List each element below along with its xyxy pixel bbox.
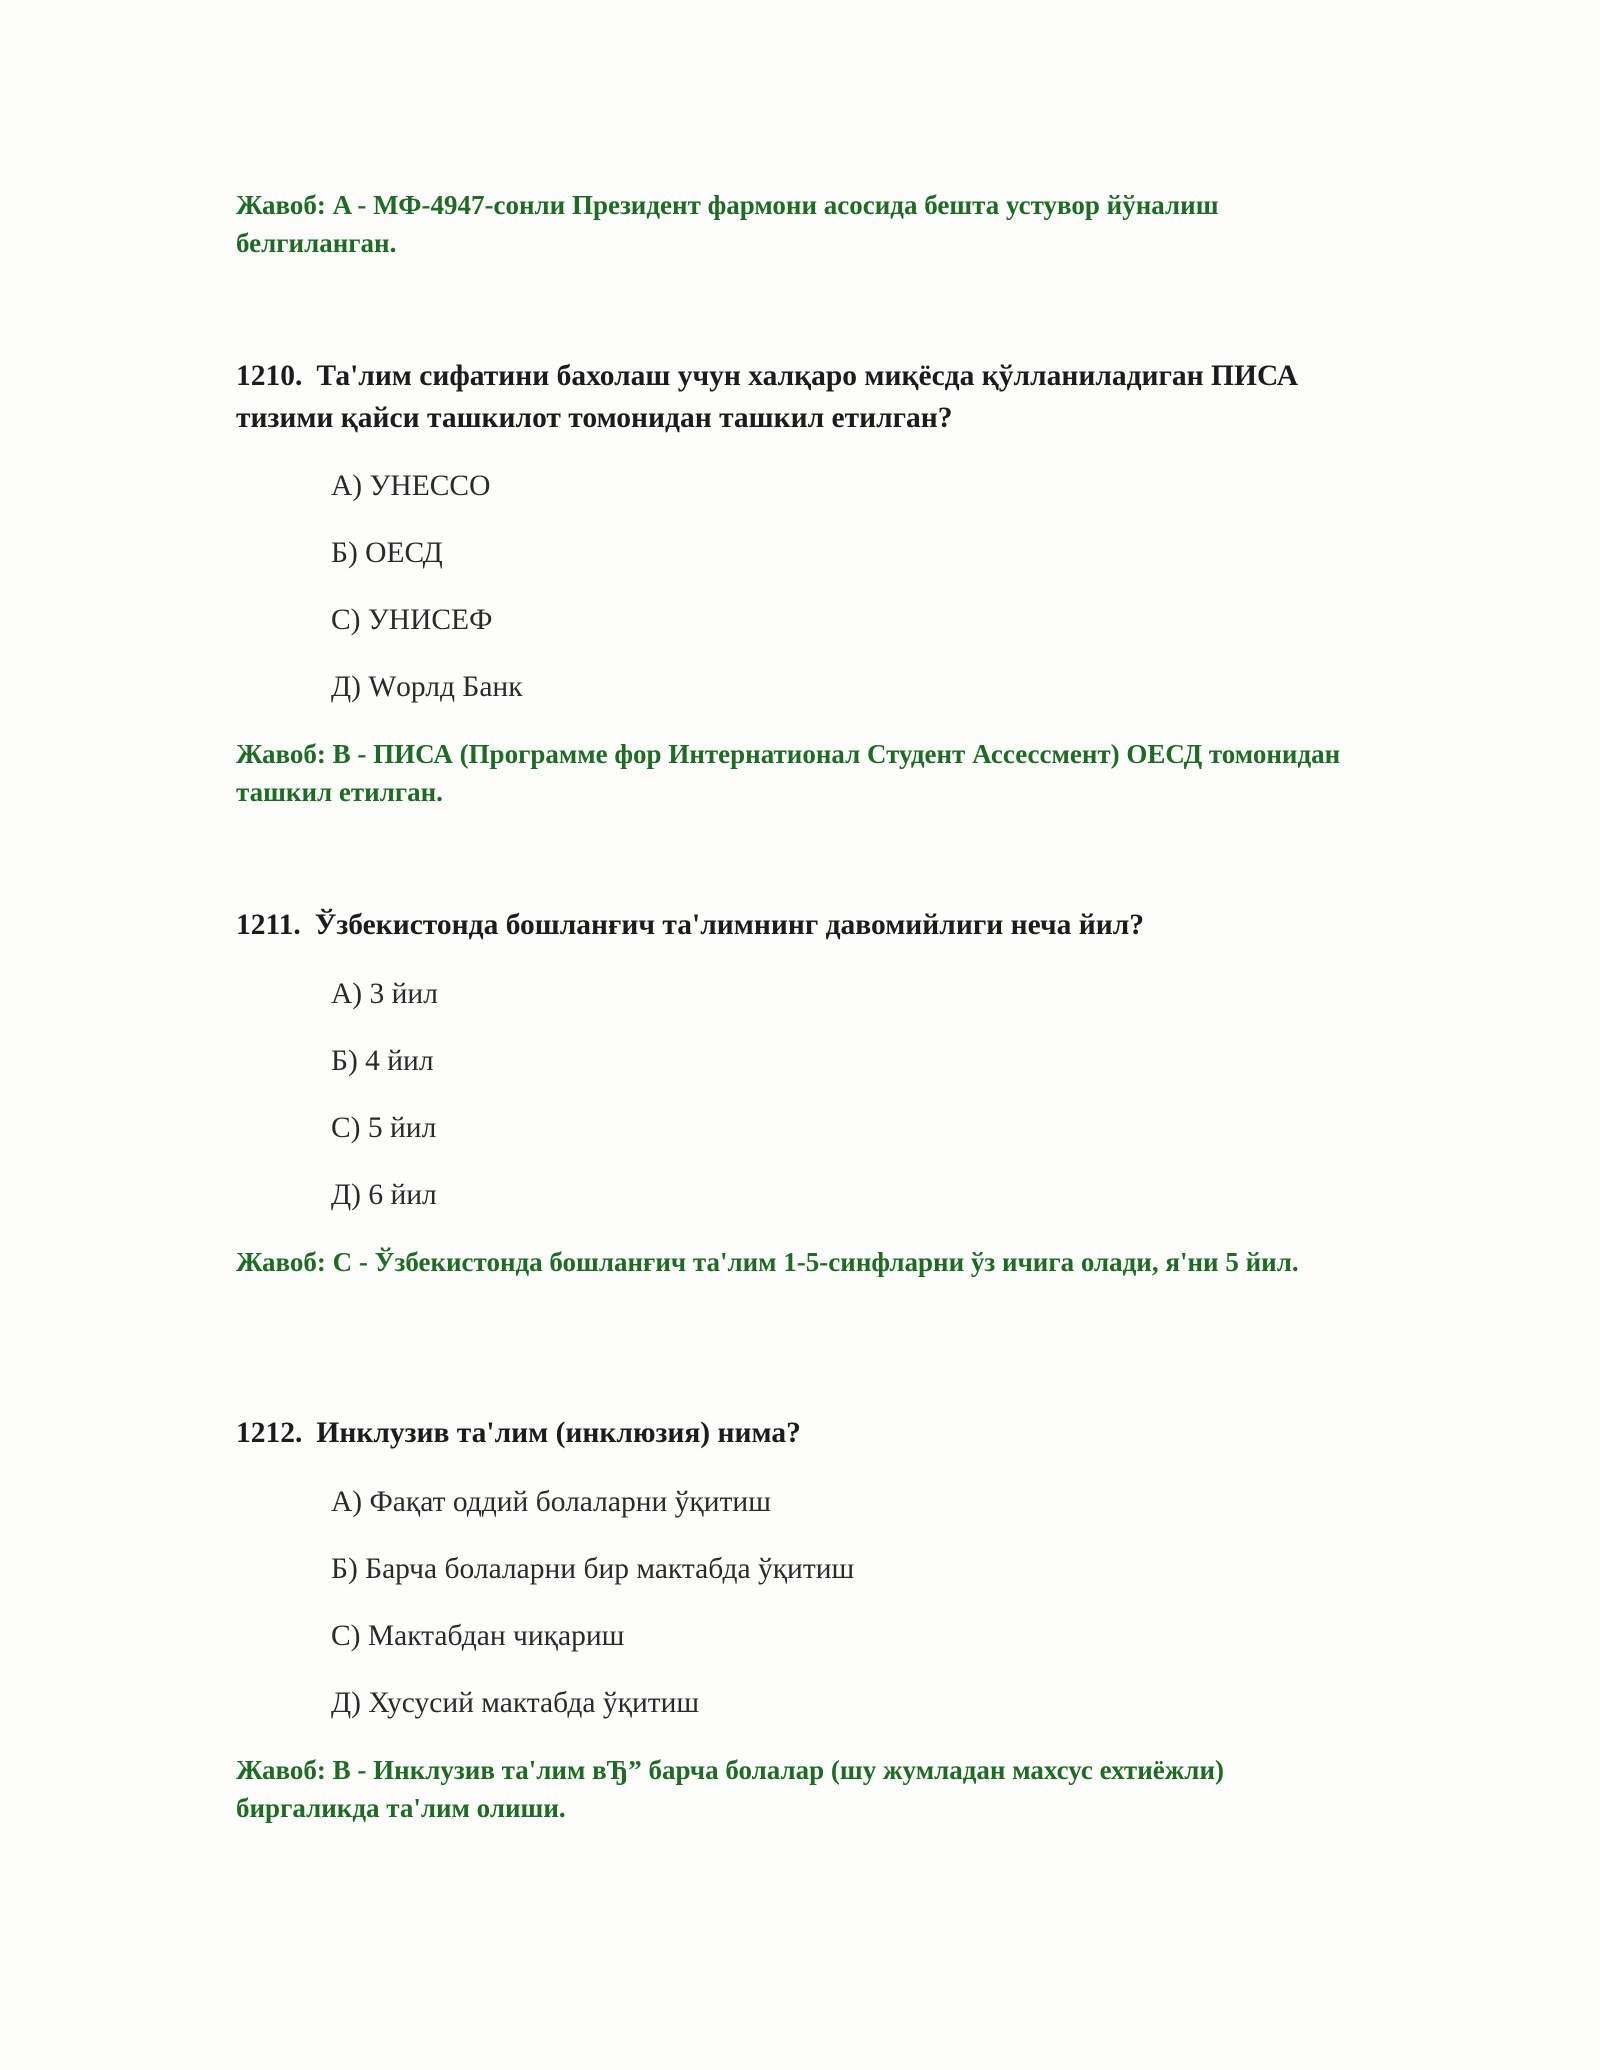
option-c: С) Мактабдан чиқариш [331,1620,625,1652]
answer-text: Жавоб: B - ПИСА (Программе фор Интернатионал Студент Ассессмент) ОЕСД томонидан ташкил етилган. [236,739,1341,807]
answer-text: Жавоб: B - Инклузив та'лим вЂ” барча болалар (шу жумладан махсус ехтиёжли) биргаликда та'лим олиши. [236,1755,1225,1823]
answer-text: Жавоб: A - МФ-4947-сонли Президент фармони асосида бешта устувор йўналиш белгиланган. [236,190,1219,258]
option-b: Б) ОЕСД [331,537,443,569]
option-d: Д) Хусусий мактабда ўқитиш [331,1687,700,1719]
option-b: Б) Барча болаларни бир мактабда ўқитиш [331,1553,855,1585]
question-text: Ўзбекистонда бошланғич та'лимнинг давомийлиги неча йил? [314,909,1145,941]
question-number: 1210. [236,360,303,392]
question-text: Инклузив та'лим (инклюзия) нима? [316,1417,801,1449]
question-number: 1212. [236,1417,303,1449]
question-number: 1211. [236,909,301,941]
option-a: А) 3 йил [331,978,438,1010]
option-c: С) УНИСЕФ [331,604,493,636]
option-d: Д) 6 йил [331,1179,437,1211]
question-text: Та'лим сифатини бахолаш учун халқаро миқёсда қўлланиладиган ПИСА тизими қайси ташкилот томонидан ташкил етилган? [236,360,1299,434]
option-d: Д) Wорлд Банк [331,671,523,703]
option-b: Б) 4 йил [331,1045,434,1077]
question-1210 [236,355,1356,439]
answer-text: Жавоб: C - Ўзбекистонда бошланғич та'лим 1-5-синфларни ўз ичига олади, я'ни 5 йил. [236,1247,1299,1277]
question-1211 [236,904,1356,946]
option-c: С) 5 йил [331,1112,437,1144]
option-a: А) Фақат оддий болаларни ўқитиш [331,1486,771,1518]
question-1212 [236,1412,1356,1454]
option-a: А) УНЕССО [331,470,491,502]
